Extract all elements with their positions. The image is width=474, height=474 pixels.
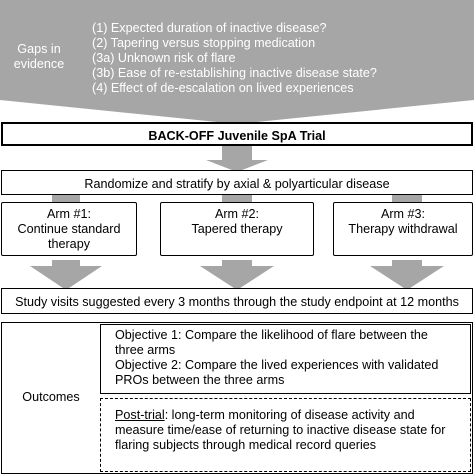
post-trial-box [100,398,471,472]
post-trial-line-3: flaring subjects through medical record queries [115,438,377,452]
gap-item-3a: (3a) Unknown risk of flare [92,51,236,65]
gaps-label-line-1: Gaps in [17,42,61,56]
arm3-arrow [370,260,444,290]
arm-2-title: Arm #2: [214,207,260,221]
post-trial-text-1: : long-term monitoring of disease activity and [164,408,415,422]
arm-1-desc-line-2: therapy [47,237,90,251]
gaps-label-line-2: evidence [13,57,65,71]
outcomes-label: Outcomes [22,390,80,404]
gaps-label [2,42,76,72]
gaps-arrow-head [0,95,474,124]
visits-box [1,288,473,314]
arm1-arrow [30,260,102,290]
randomize-text: Randomize and stratify by axial & polyarticular disease [84,177,390,191]
trial-title-box [1,122,473,146]
objective-1-line-1: Objective 1: Compare the likelihood of flare between the [115,328,428,342]
gap-item-2: (2) Tapering versus stopping medication [92,36,316,50]
objectives-box [100,324,471,394]
arm-3-desc: Therapy withdrawal [348,222,458,236]
arm-2-desc: Tapered therapy [191,222,283,236]
post-trial-label: Post-trial [115,408,165,422]
post-trial-line-2: measure time/ease of returning to inactive disease state for [115,423,446,437]
arm-1-desc-line-1: Continue standard [17,222,121,236]
trial-arrow [206,146,268,172]
gap-item-4: (4) Effect of de-escalation on lived experiences [92,81,354,95]
gap-item-3b: (3b) Ease of re-establishing inactive disease state? [92,66,377,80]
randomize-box [1,170,473,195]
objective-2-line-2: PROs between the three arms [115,373,285,387]
arm-3-box [333,202,473,256]
arm-3-title: Arm #3: [380,207,426,221]
arm2-arrow [200,260,274,290]
objective-2-line-1: Objective 2: Compare the lived experiences with validated [115,358,439,372]
objective-1-line-2: three arms [115,343,176,357]
arm-1-title: Arm #1: [46,207,92,221]
arm-1-box [1,202,137,256]
visits-text: Study visits suggested every 3 months through the study endpoint at 12 months [15,295,459,309]
arm-2-box [160,202,314,256]
post-trial-line-1 [115,408,470,423]
gap-item-1: (1) Expected duration of inactive disease? [92,21,327,35]
trial-title: BACK-OFF Juvenile SpA Trial [148,129,326,143]
